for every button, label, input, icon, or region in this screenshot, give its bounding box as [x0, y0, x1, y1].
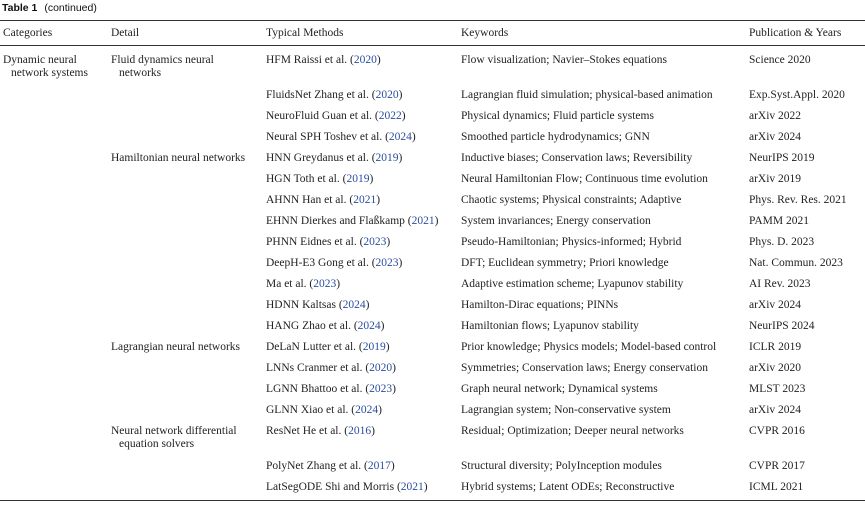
- method-name: EHNN Dierkes and Flaßkamp (: [266, 215, 412, 227]
- detail-text: equation solvers: [119, 438, 195, 450]
- citation-year-link[interactable]: 2020: [375, 89, 399, 101]
- detail-cell: [111, 341, 240, 354]
- header-categories: Categories: [3, 27, 53, 39]
- method-name: LatSegODE Shi and Morris (: [266, 481, 401, 493]
- method-name: DeLaN Lutter et al. (: [266, 341, 363, 353]
- citation-close: ): [398, 257, 403, 269]
- keywords-cell: Symmetries; Conservation laws; Energy conservation: [461, 362, 708, 374]
- method-name: HANG Zhao et al. (: [266, 320, 358, 332]
- top-rule: [0, 20, 865, 21]
- header-detail: Detail: [111, 27, 140, 39]
- method-cell: [266, 257, 402, 270]
- method-name: NeuroFluid Guan et al. (: [266, 110, 379, 122]
- citation-close: ): [392, 383, 397, 395]
- citation-close: ): [423, 481, 428, 493]
- citation-close: ): [371, 425, 375, 437]
- publication-cell: arXiv 2024: [749, 299, 802, 311]
- citation-year-link[interactable]: 2019: [362, 341, 386, 353]
- citation-year-link[interactable]: 2017: [367, 460, 391, 472]
- bottom-rule: [0, 500, 865, 501]
- keywords-cell: Inductive biases; Conservation laws; Reversibility: [461, 152, 693, 164]
- detail-text: Fluid dynamics neural: [111, 54, 214, 66]
- citation-year-link[interactable]: 2023: [313, 278, 337, 290]
- publication-cell: arXiv 2022: [749, 110, 802, 122]
- publication-cell: CVPR 2016: [749, 425, 805, 437]
- keywords-cell: Physical dynamics; Fluid particle systems: [461, 110, 654, 122]
- citation-year-link[interactable]: 2021: [411, 215, 435, 227]
- keywords-cell: Hamiltonian flows; Lyapunov stability: [461, 320, 639, 332]
- keywords-cell: DFT; Euclidean symmetry; Priori knowledge: [461, 257, 669, 269]
- keywords-cell: Flow visualization; Navier–Stokes equations: [461, 54, 668, 66]
- citation-close: ): [369, 173, 374, 185]
- keywords-cell: Adaptive estimation scheme; Lyapunov stability: [461, 278, 684, 290]
- method-name: ResNet He et al. (: [266, 425, 349, 437]
- table-caption: [2, 2, 97, 14]
- method-cell: [266, 299, 370, 312]
- citation-close: ): [411, 131, 416, 143]
- keywords-cell: Structural diversity; PolyInception modules: [461, 460, 662, 472]
- citation-close: ): [386, 236, 391, 248]
- method-cell: [266, 362, 396, 375]
- method-name: LGNN Bhattoo et al. (: [266, 383, 370, 395]
- keywords-cell: Hamilton-Dirac equations; PINNs: [461, 299, 619, 311]
- detail-text: networks: [119, 67, 162, 79]
- citation-year-link[interactable]: 2020: [353, 54, 377, 66]
- header-rule: [0, 45, 865, 46]
- publication-cell: Phys. Rev. Res. 2021: [749, 194, 847, 206]
- citation-year-link[interactable]: 2021: [353, 194, 377, 206]
- method-cell: [266, 54, 381, 67]
- keywords-cell: Chaotic systems; Physical constraints; Adaptive: [461, 194, 682, 206]
- citation-close: ): [434, 215, 439, 227]
- publication-cell: NeurIPS 2024: [749, 320, 815, 332]
- method-name: HDNN Kaltsas (: [266, 299, 343, 311]
- publication-cell: Exp.Syst.Appl. 2020: [749, 89, 845, 101]
- citation-close: ): [336, 278, 341, 290]
- citation-close: ): [398, 89, 403, 101]
- method-name: HGN Toth et al. (: [266, 173, 347, 185]
- method-name: Neural SPH Toshev et al. (: [266, 131, 389, 143]
- method-cell: [266, 481, 428, 494]
- citation-year-link[interactable]: 2019: [346, 173, 370, 185]
- method-cell: [266, 152, 402, 165]
- citation-close: ): [365, 299, 370, 311]
- publication-cell: ICLR 2019: [749, 341, 802, 353]
- header-typical-methods: Typical Methods: [266, 27, 344, 39]
- method-cell: [266, 131, 416, 144]
- detail-text: Neural network differential: [111, 425, 237, 437]
- method-name: PolyNet Zhang et al. (: [266, 460, 368, 472]
- method-cell: [266, 215, 438, 228]
- publication-cell: arXiv 2019: [749, 173, 802, 185]
- table-label: Table 1: [2, 2, 38, 14]
- header-keywords: Keywords: [461, 27, 509, 39]
- citation-close: ): [376, 54, 381, 66]
- citation-year-link[interactable]: 2020: [369, 362, 393, 374]
- keywords-cell: Hybrid systems; Latent ODEs; Reconstructive: [461, 481, 675, 493]
- keywords-cell: Neural Hamiltonian Flow; Continuous time evolution: [461, 173, 708, 185]
- method-cell: [266, 383, 396, 396]
- keywords-cell: Pseudo-Hamiltonian; Physics-informed; Hybrid: [461, 236, 682, 248]
- method-cell: [266, 173, 373, 186]
- keywords-cell: Graph neural network; Dynamical systems: [461, 383, 658, 395]
- category-text: Dynamic neural: [3, 54, 77, 66]
- publication-cell: Science 2020: [749, 54, 811, 66]
- detail-cell: [111, 425, 237, 451]
- method-name: HFM Raissi et al. (: [266, 54, 354, 66]
- keywords-cell: Residual; Optimization; Deeper neural networks: [461, 425, 684, 437]
- citation-year-link[interactable]: 2016: [348, 425, 372, 437]
- publication-cell: arXiv 2020: [749, 362, 802, 374]
- method-cell: [266, 278, 340, 291]
- method-cell: [266, 341, 390, 354]
- category-cell: [3, 54, 88, 80]
- citation-close: ): [380, 320, 385, 332]
- method-name: Ma et al. (: [266, 278, 314, 290]
- publication-cell: CVPR 2017: [749, 460, 805, 472]
- publication-cell: Nat. Commun. 2023: [749, 257, 843, 269]
- keywords-cell: Lagrangian system; Non-conservative system: [461, 404, 671, 416]
- citation-close: ): [376, 194, 381, 206]
- citation-year-link[interactable]: 2023: [363, 236, 387, 248]
- method-name: LNNs Cranmer et al. (: [266, 362, 370, 374]
- citation-year-link[interactable]: 2024: [355, 404, 379, 416]
- citation-year-link[interactable]: 2021: [400, 481, 424, 493]
- method-cell: [266, 320, 385, 333]
- publication-cell: arXiv 2024: [749, 131, 802, 143]
- citation-close: ): [398, 152, 403, 164]
- method-cell: [266, 194, 380, 207]
- keywords-cell: Smoothed particle hydrodynamics; GNN: [461, 131, 650, 143]
- keywords-cell: System invariances; Energy conservation: [461, 215, 651, 227]
- citation-year-link[interactable]: 2024: [357, 320, 381, 332]
- table-note: (continued): [44, 2, 97, 14]
- method-cell: [266, 425, 375, 438]
- citation-year-link[interactable]: 2023: [375, 257, 399, 269]
- citation-year-link[interactable]: 2022: [378, 110, 402, 122]
- header-publication-years: Publication & Years: [749, 27, 842, 39]
- keywords-cell: Prior knowledge; Physics models; Model-based control: [461, 341, 717, 353]
- method-cell: [266, 110, 406, 123]
- category-text: network systems: [11, 67, 88, 79]
- method-name: GLNN Xiao et al. (: [266, 404, 356, 416]
- citation-close: ): [401, 110, 406, 122]
- citation-close: ): [385, 341, 390, 353]
- detail-text: Hamiltonian neural networks: [111, 152, 246, 164]
- citation-year-link[interactable]: 2024: [342, 299, 366, 311]
- method-name: HNN Greydanus et al. (: [266, 152, 376, 164]
- method-cell: [266, 89, 402, 102]
- citation-close: ): [392, 362, 396, 374]
- method-name: AHNN Han et al. (: [266, 194, 354, 206]
- citation-close: ): [390, 460, 395, 472]
- publication-cell: PAMM 2021: [749, 215, 809, 227]
- publication-cell: arXiv 2024: [749, 404, 802, 416]
- keywords-cell: Lagrangian fluid simulation; physical-based animation: [461, 89, 713, 101]
- publication-cell: Phys. D. 2023: [749, 236, 815, 248]
- method-name: FluidsNet Zhang et al. (: [266, 89, 376, 101]
- detail-text: Lagrangian neural networks: [111, 341, 241, 353]
- citation-year-link[interactable]: 2024: [388, 131, 412, 143]
- citation-close: ): [378, 404, 382, 416]
- method-cell: [266, 236, 390, 249]
- publication-cell: MLST 2023: [749, 383, 806, 395]
- publication-cell: NeurIPS 2019: [749, 152, 815, 164]
- citation-year-link[interactable]: 2023: [369, 383, 393, 395]
- publication-cell: AI Rev. 2023: [749, 278, 811, 290]
- publication-cell: ICML 2021: [749, 481, 804, 493]
- citation-year-link[interactable]: 2019: [375, 152, 399, 164]
- method-name: DeepH-E3 Gong et al. (: [266, 257, 376, 269]
- detail-cell: [111, 152, 245, 165]
- method-cell: [266, 460, 395, 473]
- method-name: PHNN Eidnes et al. (: [266, 236, 364, 248]
- method-cell: [266, 404, 382, 417]
- detail-cell: [111, 54, 214, 80]
